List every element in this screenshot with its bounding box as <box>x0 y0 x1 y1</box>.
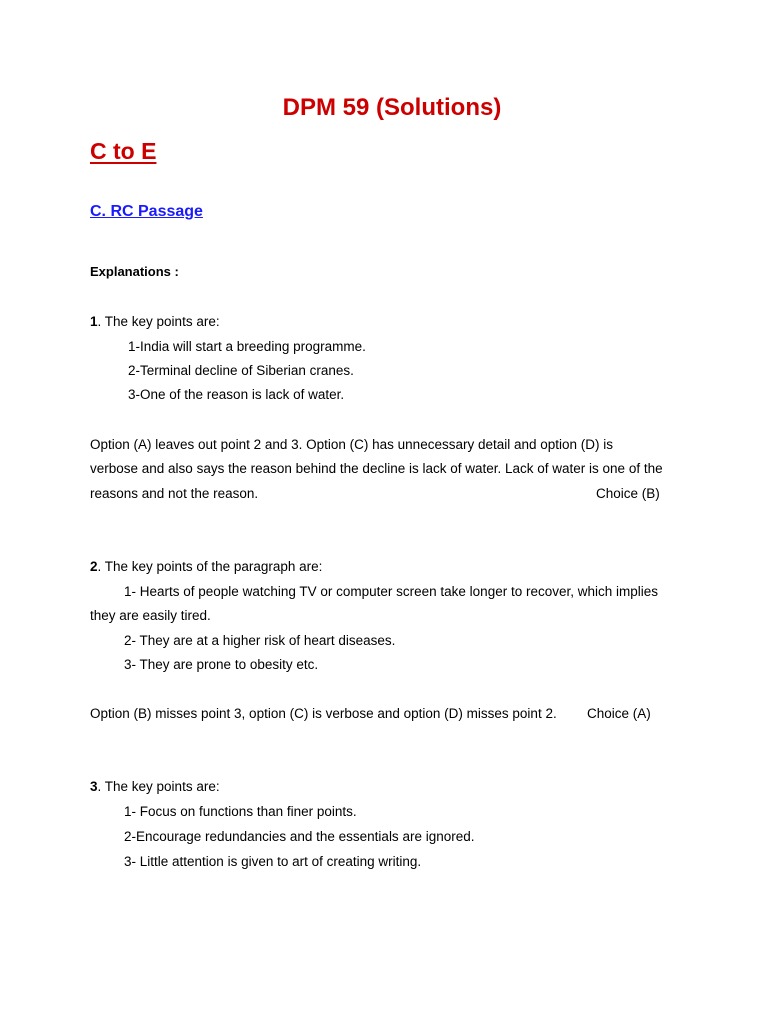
q2-intro-text: . The key points of the paragraph are: <box>97 559 323 574</box>
q1-choice: Choice (B) <box>596 486 660 501</box>
explanations-label: Explanations : <box>90 264 179 279</box>
q2-point-3: 3- They are prone to obesity etc. <box>124 657 319 672</box>
q2-point-2: 2- They are at a higher risk of heart diseases. <box>124 633 396 648</box>
q3-point-2: 2-Encourage redundancies and the essentials are ignored. <box>124 829 475 844</box>
q3-intro-text: . The key points are: <box>97 779 220 794</box>
q3-point-3: 3- Little attention is given to art of creating writing. <box>124 854 422 869</box>
q1-point-3: 3-One of the reason is lack of water. <box>128 387 345 402</box>
q3-point-1: 1- Focus on functions than finer points. <box>124 804 357 819</box>
q1-explanation-line-3: reasons and not the reason. <box>90 486 259 501</box>
q3-number: 3 <box>90 779 98 794</box>
q2-intro <box>90 558 322 576</box>
q1-intro-text: . The key points are: <box>97 314 220 329</box>
q2-number: 2 <box>90 559 98 574</box>
q2-choice: Choice (A) <box>587 706 651 721</box>
q3-intro <box>90 778 220 796</box>
q1-intro <box>90 313 220 331</box>
subsection-title: C. RC Passage <box>90 203 203 220</box>
q2-point-1: 1- Hearts of people watching TV or computer screen take longer to recover, which implies <box>124 584 659 599</box>
q1-point-2: 2-Terminal decline of Siberian cranes. <box>128 363 354 378</box>
q1-explanation-line-1: Option (A) leaves out point 2 and 3. Option (C) has unnecessary detail and option (D) is <box>90 437 614 452</box>
document-title: DPM 59 (Solutions) <box>282 94 502 121</box>
q1-number: 1 <box>90 314 98 329</box>
q1-explanation-line-2: verbose and also says the reason behind the decline is lack of water. Lack of water is one of the <box>90 461 663 476</box>
section-title: C to E <box>90 138 157 164</box>
q1-point-1: 1-India will start a breeding programme. <box>128 339 366 354</box>
q2-explanation: Option (B) misses point 3, option (C) is verbose and option (D) misses point 2. <box>90 706 557 721</box>
q2-point-1-continued: they are easily tired. <box>90 608 211 623</box>
